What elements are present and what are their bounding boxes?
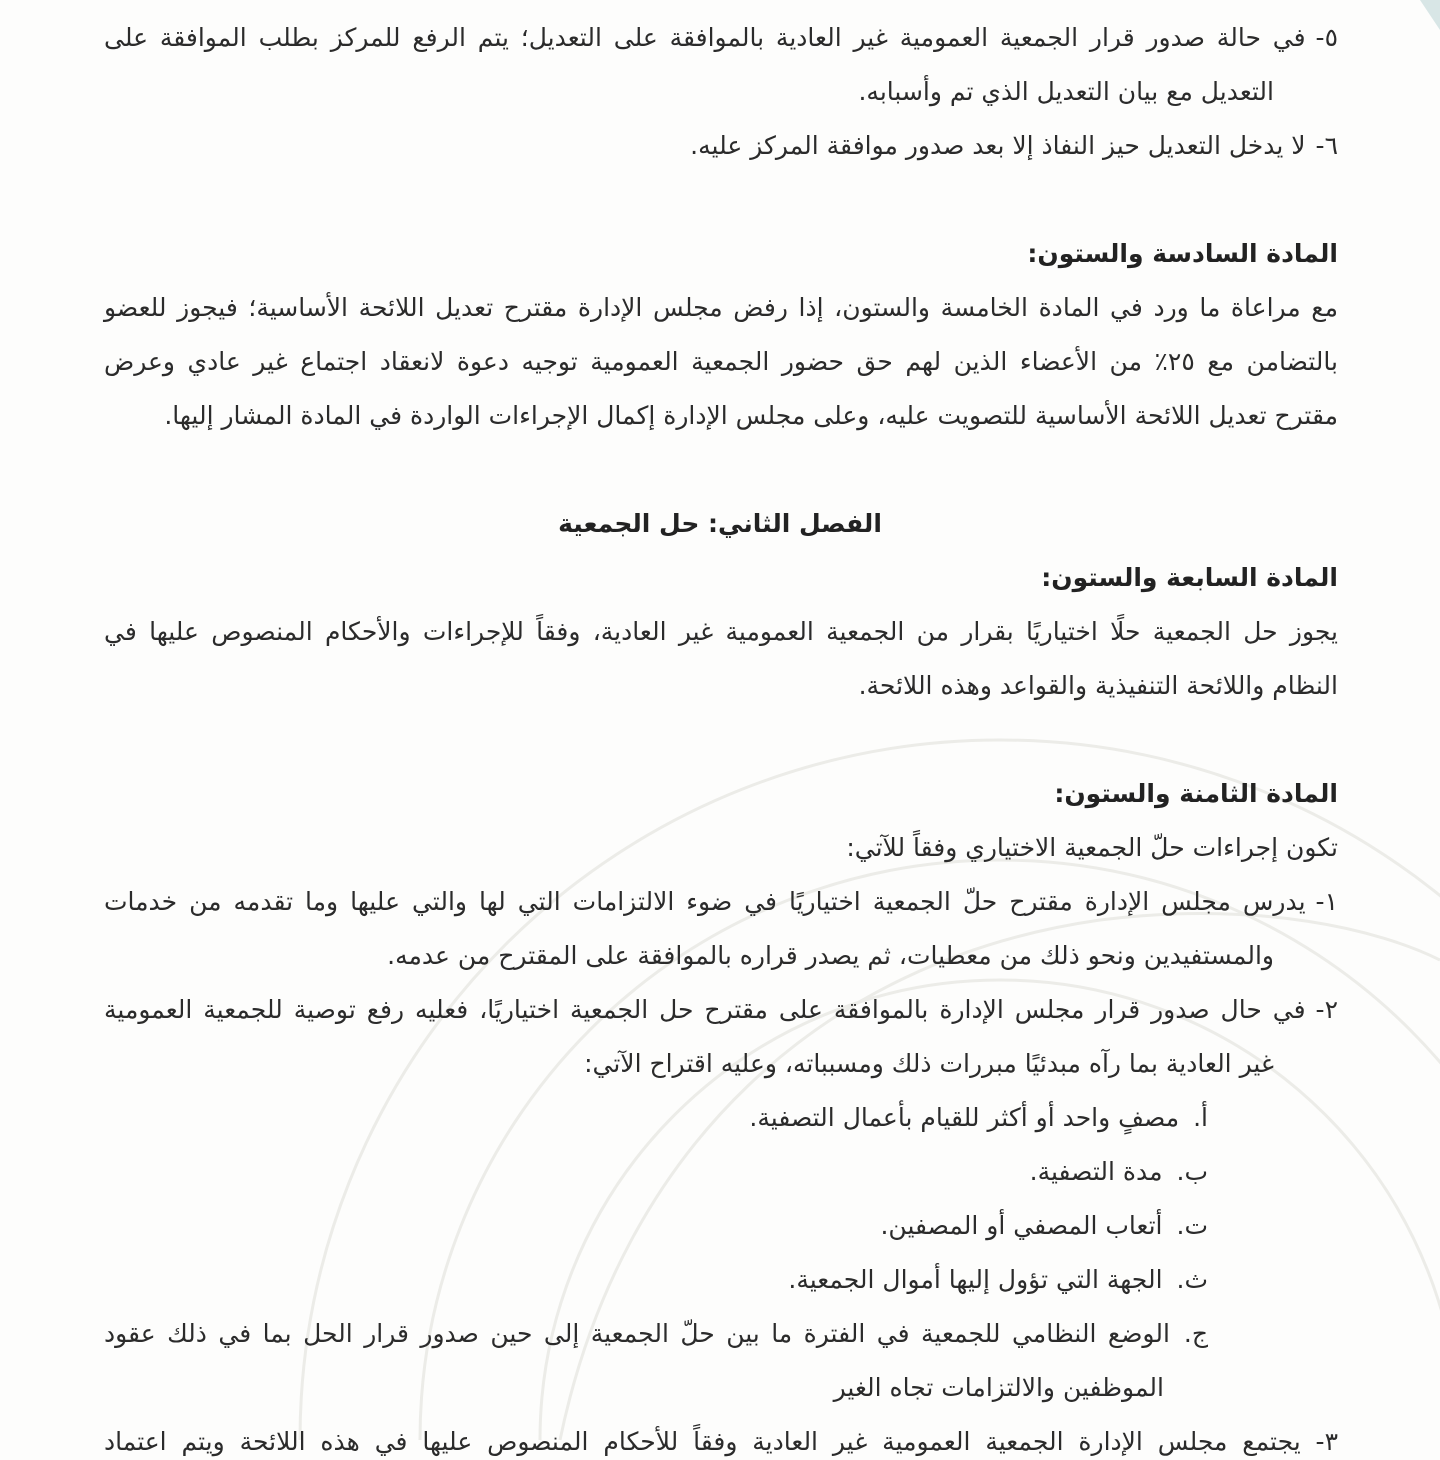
list-item-6	[690, 128, 1338, 164]
sub-item-marker: ت.	[1176, 1211, 1208, 1240]
sub-item-text: الوضع النظامي للجمعية في الفترة ما بين حلّ الجمعية إلى حين صدور قرار الحل بما في ذلك عقود	[104, 1319, 1170, 1348]
list-item-3-cutoff: ٣- يجتمع مجلس الإدارة الجمعية العمومية غير العادية وفقاً للأحكام المنصوص عليها في هذه اللائحة ويتم اعتماد	[104, 1427, 1338, 1456]
article-67-heading: المادة السابعة والستون:	[1041, 563, 1338, 592]
sub-item-th	[788, 1262, 1208, 1298]
sub-item-text: الجهة التي تؤول إليها أموال الجمعية.	[788, 1265, 1163, 1294]
list-item-5-line-1	[104, 20, 1338, 56]
list-item-2-line-1	[104, 992, 1338, 1028]
list-item-marker: ١-	[1315, 887, 1338, 916]
sub-item-marker: ب.	[1176, 1157, 1208, 1186]
sub-item-j-line-1	[104, 1316, 1208, 1352]
sub-item-j-line-2: الموظفين والالتزامات تجاه الغير	[833, 1373, 1164, 1402]
article-66-heading: المادة السادسة والستون:	[1027, 239, 1338, 268]
list-item-1-line-1	[104, 884, 1338, 920]
list-item-1-line-2: والمستفيدين ونحو ذلك من معطيات، ثم يصدر قراره بالموافقة على المقترح من عدمه.	[387, 941, 1274, 970]
list-item-text: في حالة صدور قرار الجمعية العمومية غير العادية بالموافقة على التعديل؛ يتم الرفع للمركز بطلب الموافقة على	[104, 23, 1306, 52]
list-item-5-line-2: التعديل مع بيان التعديل الذي تم وأسبابه.	[858, 77, 1274, 106]
list-item-2-line-2: غير العادية بما رآه مبدئيًا مبررات ذلك ومسبباته، وعليه اقتراح الآتي:	[584, 1049, 1274, 1078]
list-item-marker: ٥-	[1315, 23, 1338, 52]
list-item-marker: ٢-	[1315, 995, 1338, 1024]
list-item-text: يدرس مجلس الإدارة مقترح حلّ الجمعية اختياريًا في ضوء الالتزامات التي لها والتي عليها وما تقدمه من خدمات	[104, 887, 1306, 916]
article-67-line-1: يجوز حل الجمعية حلًا اختياريًا بقرار من الجمعية العمومية غير العادية، وفقاً للإجراءات والأحكام المنصوص عليها في	[104, 617, 1338, 646]
chapter-title: الفصل الثاني: حل الجمعية	[558, 509, 882, 538]
article-67-line-2: النظام واللائحة التنفيذية والقواعد وهذه اللائحة.	[858, 671, 1338, 700]
article-66-line-2: بالتضامن مع ٢٥٪ من الأعضاء الذين لهم حق حضور الجمعية العمومية توجيه دعوة لانعقاد اجتماع غير عادي وعرض	[104, 347, 1338, 376]
sub-item-b	[1030, 1154, 1208, 1190]
sub-item-a	[749, 1100, 1208, 1136]
article-68-intro: تكون إجراءات حلّ الجمعية الاختياري وفقاً للآتي:	[846, 833, 1338, 862]
list-item-text: في حال صدور قرار مجلس الإدارة بالموافقة على مقترح حل الجمعية اختياريًا، فعليه رفع توصية للجمعية العمومية	[104, 995, 1306, 1024]
sub-item-marker: ج.	[1183, 1319, 1208, 1348]
article-68-heading: المادة الثامنة والستون:	[1054, 779, 1338, 808]
sub-item-text: مصفٍ واحد أو أكثر للقيام بأعمال التصفية.	[749, 1103, 1180, 1132]
sub-item-marker: أ.	[1193, 1103, 1208, 1132]
article-66-line-1: مع مراعاة ما ورد في المادة الخامسة والستون، إذا رفض مجلس الإدارة مقترح تعديل اللائحة الأساسية؛ فيجوز للعضو	[104, 293, 1338, 322]
sub-item-t	[880, 1208, 1208, 1244]
list-item-marker: ٦-	[1315, 131, 1338, 160]
sub-item-text: أتعاب المصفي أو المصفين.	[880, 1211, 1163, 1240]
list-item-text: لا يدخل التعديل حيز النفاذ إلا بعد صدور موافقة المركز عليه.	[690, 131, 1306, 160]
sub-item-marker: ث.	[1176, 1265, 1208, 1294]
sub-item-text: مدة التصفية.	[1029, 1157, 1163, 1186]
article-66-line-3: مقترح تعديل اللائحة الأساسية للتصويت عليه، وعلى مجلس الإدارة إكمال الإجراءات الواردة في المادة المشار إليها.	[164, 401, 1338, 430]
